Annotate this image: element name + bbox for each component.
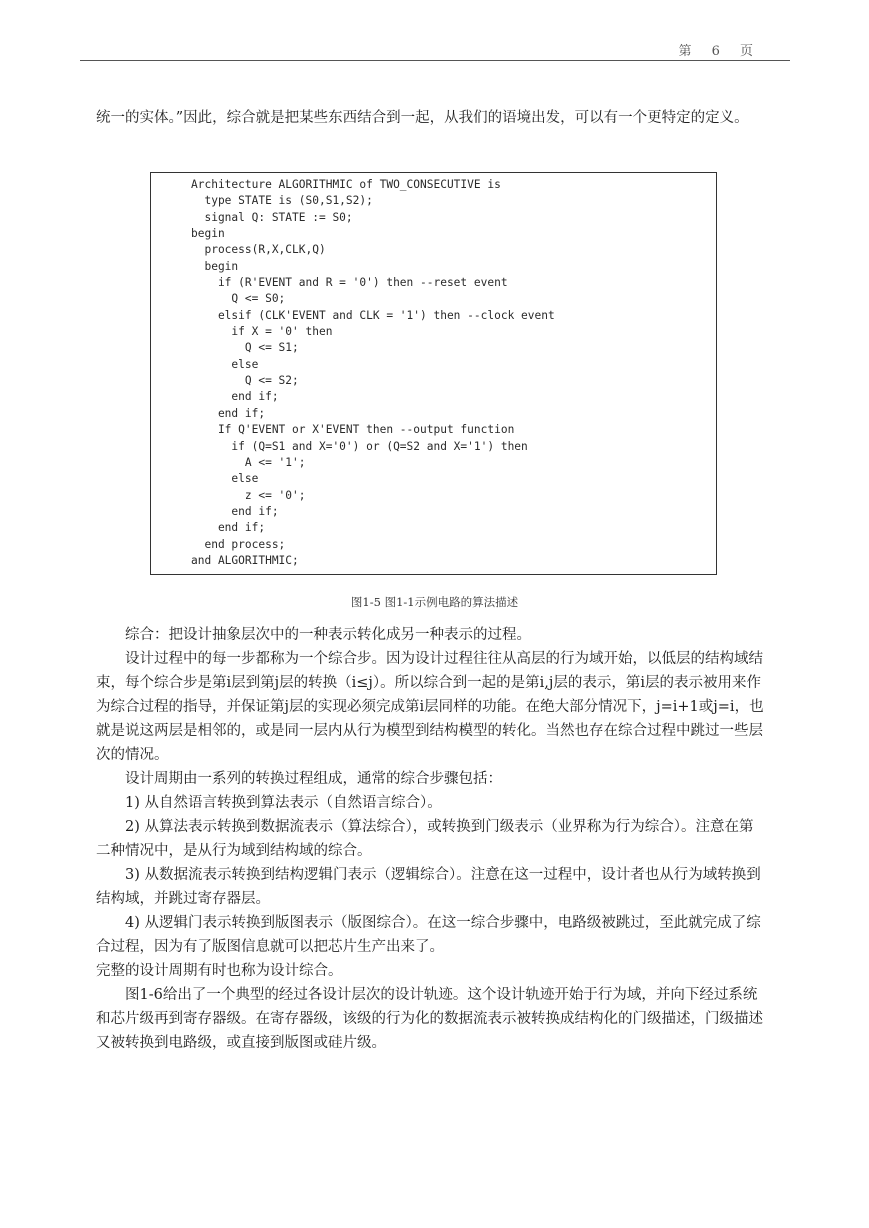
code-line: begin (191, 259, 239, 273)
step-1: 1) 从自然语言转换到算法表示（自然语言综合）。 (125, 795, 442, 811)
code-line: Architecture ALGORITHMIC of TWO_CONSECUTIVE is (191, 178, 501, 191)
intro-paragraph: 统一的实体。”因此，综合就是把某些东西结合到一起，从我们的语境出发，可以有一个更特定的定义。 (96, 110, 749, 126)
design-cycle-paragraph: 设计周期由一系列的转换过程组成，通常的综合步骤包括： (125, 771, 502, 787)
code-line: type STATE is (S0,S1,S2); (191, 194, 373, 208)
code-line: if (Q=S1 and X='0') or (Q=S2 and X='1') then (191, 439, 528, 453)
code-line: if X = '0' then (191, 325, 333, 339)
code-line: end if; (191, 390, 279, 404)
step-4: 4) 从逻辑门表示转换到版图表示（版图综合）。在这一综合步骤中，电路级被跳过，至此就完成了综合过程，因为有了版图信息就可以把芯片生产出来了。 (96, 915, 761, 955)
code-line: end if; (191, 521, 266, 535)
synthesis-step-paragraph: 设计过程中的每一步都称为一个综合步。因为设计过程往往从高层的行为域开始，以低层的结构域结束，每个综合步是第i层到第j层的转换（i≤j）。所以综合到一起的是第i,j层的表示，第i层的表示被用来作为综合过程的指导，并保证第j层的实现必须完成第i层同样的功能。在绝大部分情况下，j=i+1或j=i，也就是说这两层是相邻的，或是同一层内从行为模型到结构模型的转化。当然也存在综合过程中跳过一些层次的情况。 (96, 651, 764, 763)
code-line: and ALGORITHMIC; (191, 553, 299, 567)
summary-line: 完整的设计周期有时也称为设计综合。 (96, 963, 343, 979)
code-line: If Q'EVENT or X'EVENT then --output function (191, 423, 515, 437)
code-line: begin (191, 227, 225, 241)
code-listing-box (150, 172, 717, 575)
code-line: elsif (CLK'EVENT and CLK = '1') then --clock event (191, 308, 555, 322)
step-3: 3) 从数据流表示转换到结构逻辑门表示（逻辑综合）。注意在这一过程中，设计者也从行为域转换到结构域，并跳过寄存器层。 (96, 867, 761, 907)
code-line: end if; (191, 504, 279, 518)
code-line: process(R,X,CLK,Q) (191, 243, 326, 257)
code-line: Q <= S1; (191, 341, 299, 355)
code-line: Q <= S0; (191, 292, 286, 306)
code-line: Q <= S2; (191, 374, 299, 388)
header-rule (80, 60, 790, 61)
code-line: signal Q: STATE := S0; (191, 210, 353, 224)
design-trajectory-paragraph: 图1-6给出了一个典型的经过各设计层次的设计轨迹。这个设计轨迹开始于行为域，并向下经过系统和芯片级再到寄存器级。在寄存器级，该级的行为化的数据流表示被转换成结构化的门级描述，门级描述又被转换到电路级，或直接到版图或硅片级。 (96, 987, 763, 1051)
code-line: else (191, 357, 259, 371)
synthesis-definition: 综合：把设计抽象层次中的一种表示转化成另一种表示的过程。 (125, 627, 531, 643)
figure-caption: 图1-5 图1-1示例电路的算法描述 (350, 595, 519, 609)
step-2: 2) 从算法表示转换到数据流表示（算法综合），或转换到门级表示（业界称为行为综合）。注意在第二种情况中，是从行为域到结构域的综合。 (96, 819, 754, 859)
vhdl-code-listing (191, 177, 555, 569)
code-line: end if; (191, 406, 266, 420)
code-line: if (R'EVENT and R = '0') then --reset event (191, 276, 508, 290)
code-line: A <= '1'; (191, 455, 306, 469)
code-line: end process; (191, 537, 286, 551)
page-number: 第 6 页 (678, 44, 761, 59)
code-line: z <= '0'; (191, 488, 306, 502)
code-line: else (191, 472, 259, 486)
